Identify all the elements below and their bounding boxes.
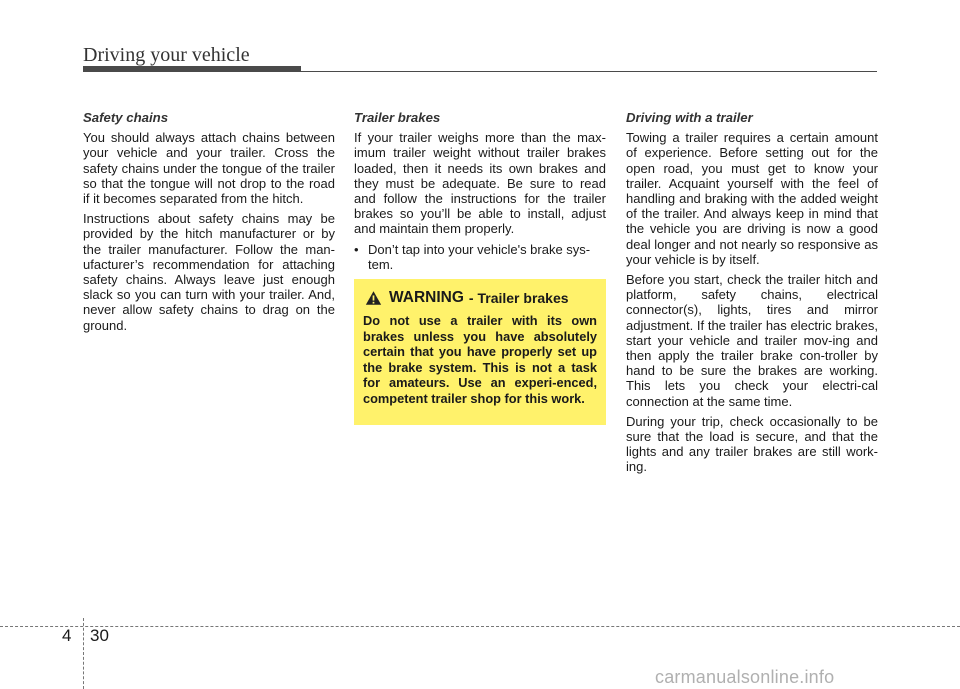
paragraph: Towing a trailer requires a certain amount of experience. Before setting out for the open road, you must get to know your trailer. Acquaint yourself with the feel of handling and braking with the added weight of the trailer. And always keep in mind that the vehicle you are driving is now a good deal longer and not nearly so responsive as your vehicle is by itself. — [626, 130, 878, 267]
header-rule-thick — [83, 66, 301, 72]
paragraph: You should always attach chains between your vehicle and your trailer. Cross the safety chains under the tongue of the trailer so that the tongue will not drop to the road if it becomes separated from the hitch. — [83, 130, 335, 207]
paragraph: Instructions about safety chains may be provided by the hitch manufacturer or by the trailer manufacturer. Follow the man-ufacturer’s recommendation for attaching safety chains. Always leave just enough slack so you can turn with your trailer. And, never allow safety chains to drag on the ground. — [83, 211, 335, 333]
warning-body: Do not use a trailer with its own brakes unless you have absolutely certain that you have properly set up the brake system. This is not a task for amateurs. Use an experi-enced, competent trailer shop for this work. — [363, 313, 597, 406]
footer-rule — [0, 626, 960, 627]
column-trailer-brakes — [354, 110, 606, 272]
heading-driving-with-trailer: Driving with a trailer — [626, 110, 753, 125]
heading-safety-chains: Safety chains — [83, 110, 169, 125]
page-number: 30 — [90, 626, 109, 645]
paragraph: During your trip, check occasionally to be sure that the load is secure, and that the lights and any trailer brakes are still work-ing. — [626, 413, 878, 475]
bullet-mark: • — [354, 241, 359, 257]
section-title: Driving your vehicle — [83, 44, 250, 66]
bullet-item — [354, 242, 606, 272]
warning-subtitle: - Trailer brakes — [468, 290, 569, 306]
warning-box — [354, 279, 606, 425]
column-driving-with-trailer — [626, 110, 878, 480]
paragraph: If your trailer weighs more than the max-imum trailer weight without trailer brakes loaded, then it needs its own brakes and they must be adequate. Be sure to read and follow the instructions for the trailer brakes so you’ll be able to install, adjust and maintain them properly. — [354, 130, 606, 237]
warning-triangle-icon — [365, 290, 382, 306]
column-safety-chains — [83, 110, 335, 338]
warning-title: WARNING — [389, 289, 464, 306]
warning-header — [363, 289, 597, 307]
header-rule-thin — [301, 71, 877, 72]
footer-divider — [83, 618, 84, 689]
chapter-number: 4 — [62, 626, 72, 645]
bullet-text: Don’t tap into your vehicle's brake sys-tem. — [368, 241, 591, 272]
watermark: carmanualsonline.info — [655, 667, 835, 687]
paragraph: Before you start, check the trailer hitch and platform, safety chains, electrical connector(s), lights, tires and mirror adjustment. If the trailer has electric brakes, start your vehicle and trailer mov-ing and then apply the trailer brake con-troller by hand to be sure the brakes are working. This lets you check your electri-cal connection at the same time. — [626, 272, 878, 409]
heading-trailer-brakes: Trailer brakes — [354, 110, 441, 125]
